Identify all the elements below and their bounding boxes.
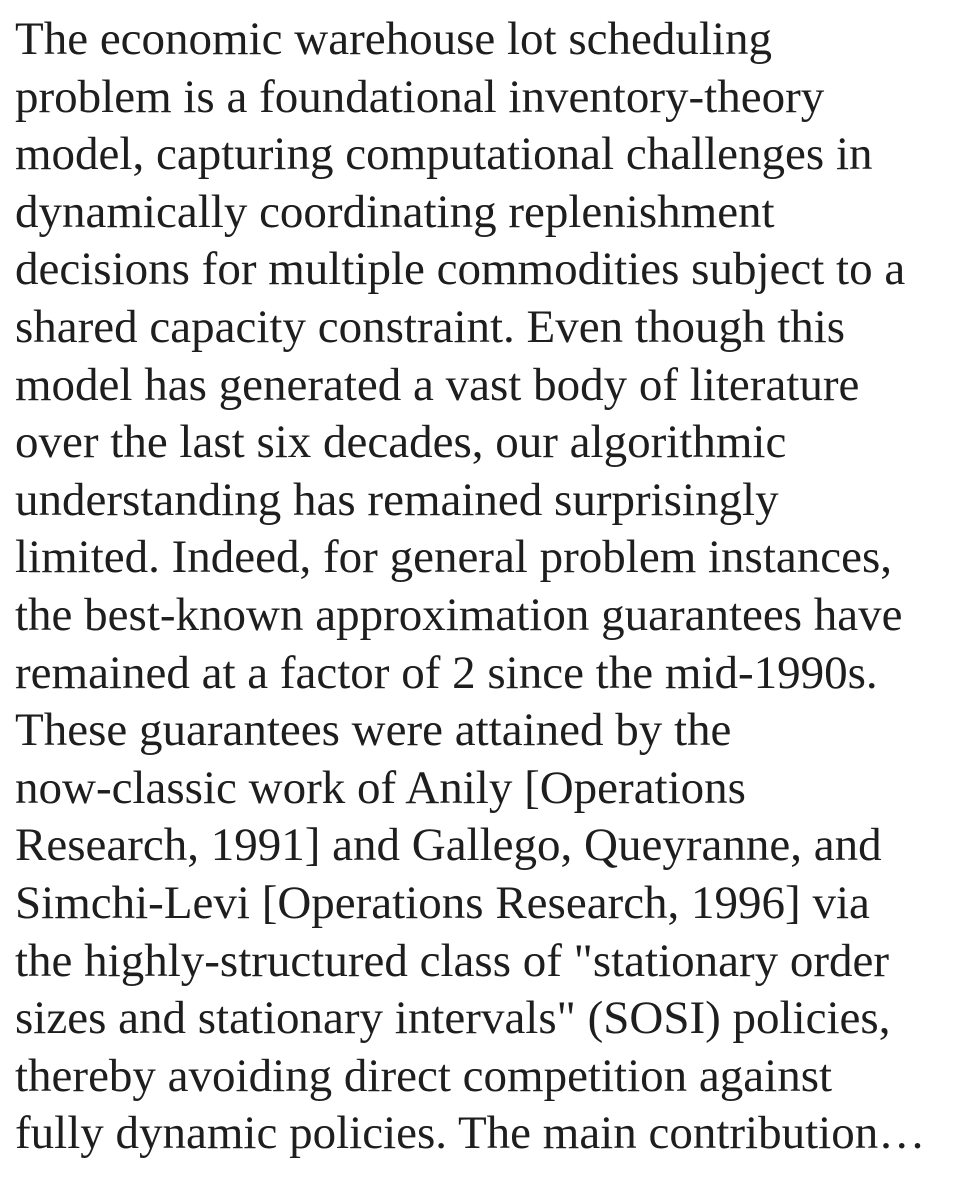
abstract-line: model has generated a vast body of literature: [15, 358, 860, 411]
abstract-line: now-classic work of Anily [Operations: [15, 761, 746, 814]
abstract-line: The economic warehouse lot scheduling: [15, 13, 772, 65]
abstract-line: decisions for multiple commodities subject to a: [15, 243, 906, 296]
abstract-line: sizes and stationary intervals" (SOSI) policies,: [15, 992, 891, 1045]
abstract-line: These guarantees were attained by the: [15, 704, 732, 757]
abstract-text: [15, 11, 955, 1163]
abstract-line: understanding has remained surprisingly: [15, 473, 779, 526]
abstract-line: limited. Indeed, for general problem instances,: [15, 531, 893, 584]
abstract-line: thereby avoiding direct competition against: [15, 1049, 833, 1102]
abstract-line: dynamically coordinating replenishment: [15, 185, 775, 238]
abstract-line: over the last six decades, our algorithmic: [15, 416, 787, 469]
abstract-line: shared capacity constraint. Even though this: [15, 300, 846, 353]
abstract-line: problem is a foundational inventory-theory: [15, 70, 825, 123]
abstract-line: fully dynamic policies. The main contribution…: [15, 1107, 926, 1160]
abstract-line: the highly-structured class of "stationary order: [15, 934, 890, 987]
abstract-line: Research, 1991] and Gallego, Queyranne, and: [15, 819, 882, 872]
abstract-line: remained at a factor of 2 since the mid-1990s.: [15, 646, 878, 699]
abstract-line: Simchi-Levi [Operations Research, 1996] via: [15, 876, 870, 929]
abstract-line: the best-known approximation guarantees have: [15, 588, 903, 641]
abstract-line: model, capturing computational challenges in: [15, 128, 873, 181]
